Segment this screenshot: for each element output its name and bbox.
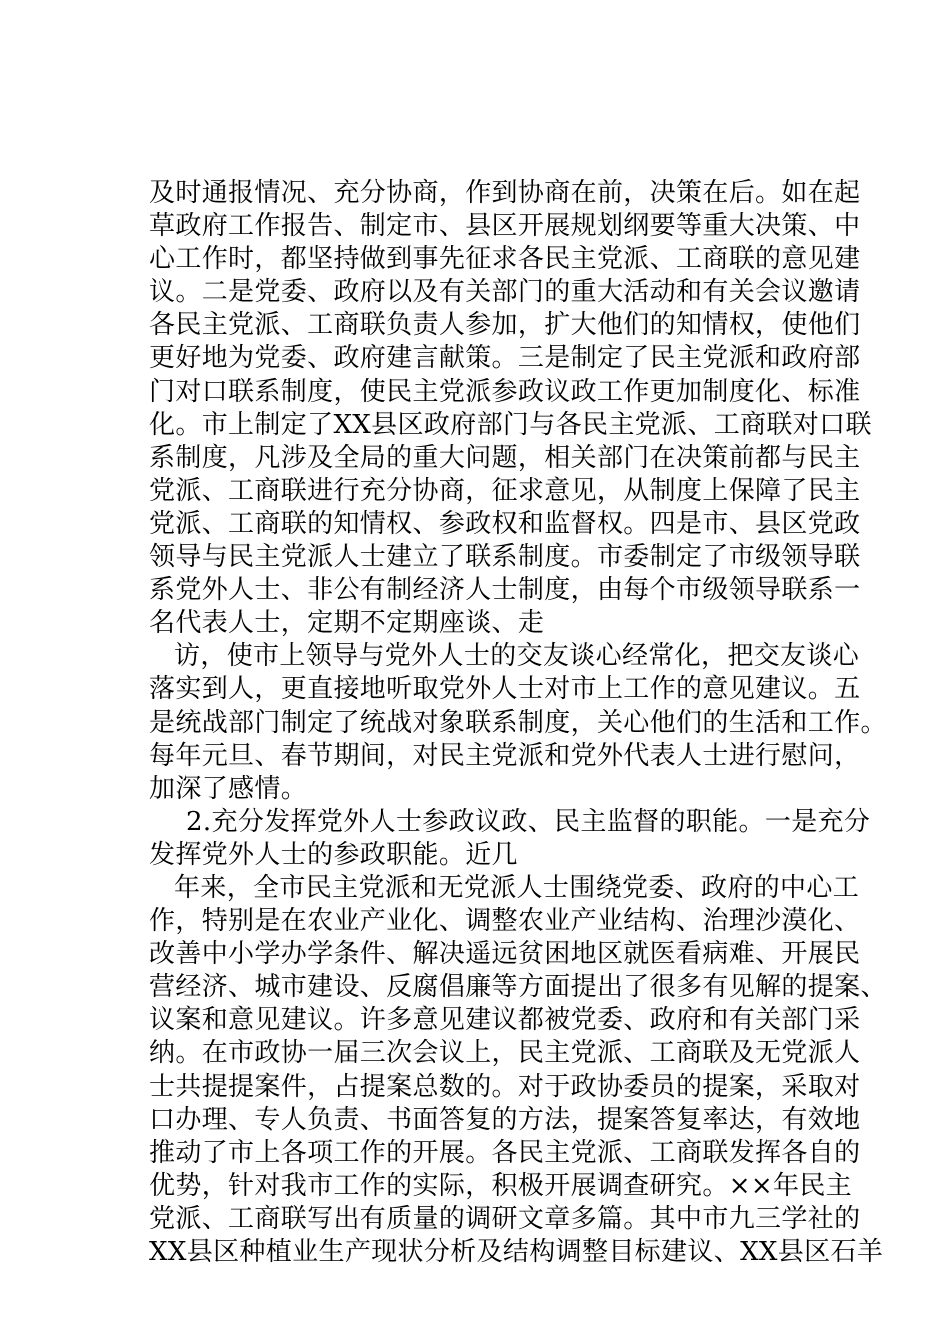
text-line: 党派、工商联写出有质量的调研文章多篇。其中市九三学社的 [149,1203,861,1234]
text-line: 各民主党派、工商联负责人参加，扩大他们的知情权，使他们 [149,310,861,341]
text-line: 系制度，凡涉及全局的重大问题，相关部门在决策前都与民主 [149,442,861,473]
text-line: 加深了感情。 [149,773,308,804]
text-line: 心工作时，都坚持做到事先征求各民主党派、工商联的意见建 [149,244,861,275]
text-line: 系党外人士、非公有制经济人士制度，由每个市级领导联系一 [149,575,861,606]
body-text [149,177,887,1269]
text-line: 草政府工作报告、制定市、县区开展规划纲要等重大决策、中 [149,211,861,242]
text-line: 士共提提案件，占提案总数的。对于政协委员的提案，采取对 [149,1071,861,1102]
text-line: 优势，针对我市工作的实际，积极开展调查研究。××年民主 [149,1170,853,1201]
text-line: 议案和意见建议。许多意见建议都被党委、政府和有关部门采 [149,1005,861,1036]
text-line: 更好地为党委、政府建言献策。三是制定了民主党派和政府部 [149,343,861,374]
text-line: 落实到人，更直接地听取党外人士对市上工作的意见建议。五 [149,674,861,705]
text-line: 口办理、专人负责、书面答复的方法，提案答复率达，有效地 [149,1104,861,1135]
text-line: 领导与民主党派人士建立了联系制度。市委制定了市级领导联 [149,542,861,573]
text-line: 门对口联系制度，使民主党派参政议政工作更加制度化、标准 [149,376,861,407]
text-line: 化。市上制定了XX县区政府部门与各民主党派、工商联对口联 [149,409,872,440]
text-line: 名代表人士，定期不定期座谈、走 [149,608,545,639]
text-line: 推动了市上各项工作的开展。各民主党派、工商联发挥各自的 [149,1137,861,1168]
text-line: 及时通报情况、充分协商，作到协商在前，决策在后。如在起 [149,178,861,208]
text-line: 每年元旦、春节期间，对民主党派和党外代表人士进行慰问， [149,740,861,771]
text-line: 改善中小学办学条件、解决遥远贫困地区就医看病难、开展民 [149,939,861,970]
text-line: 作，特别是在农业产业化、调整农业产业结构、治理沙漠化、 [149,906,861,937]
text-line: 2.充分发挥党外人士参政议政、民主监督的职能。一是充分 [186,806,871,837]
text-line: 纳。在市政协一届三次会议上，民主党派、工商联及无党派人 [149,1038,861,1069]
text-line: 营经济、城市建设、反腐倡廉等方面提出了很多有见解的提案、 [149,972,887,1003]
text-line: XX县区种植业生产现状分析及结构调整目标建议、XX县区石羊 [149,1237,884,1267]
text-line: 党派、工商联的知情权、参政权和监督权。四是市、县区党政 [149,508,861,539]
text-line: 发挥党外人士的参政职能。近几 [149,839,518,870]
text-line: 年来，全市民主党派和无党派人士围绕党委、政府的中心工 [174,872,860,903]
text-line: 议。二是党委、政府以及有关部门的重大活动和有关会议邀请 [149,277,861,308]
text-line: 是统战部门制定了统战对象联系制度，关心他们的生活和工作。 [149,707,887,738]
text-line: 党派、工商联进行充分协商，征求意见，从制度上保障了民主 [149,475,861,506]
text-line: 访，使市上领导与党外人士的交友谈心经常化，把交友谈心 [174,641,860,672]
